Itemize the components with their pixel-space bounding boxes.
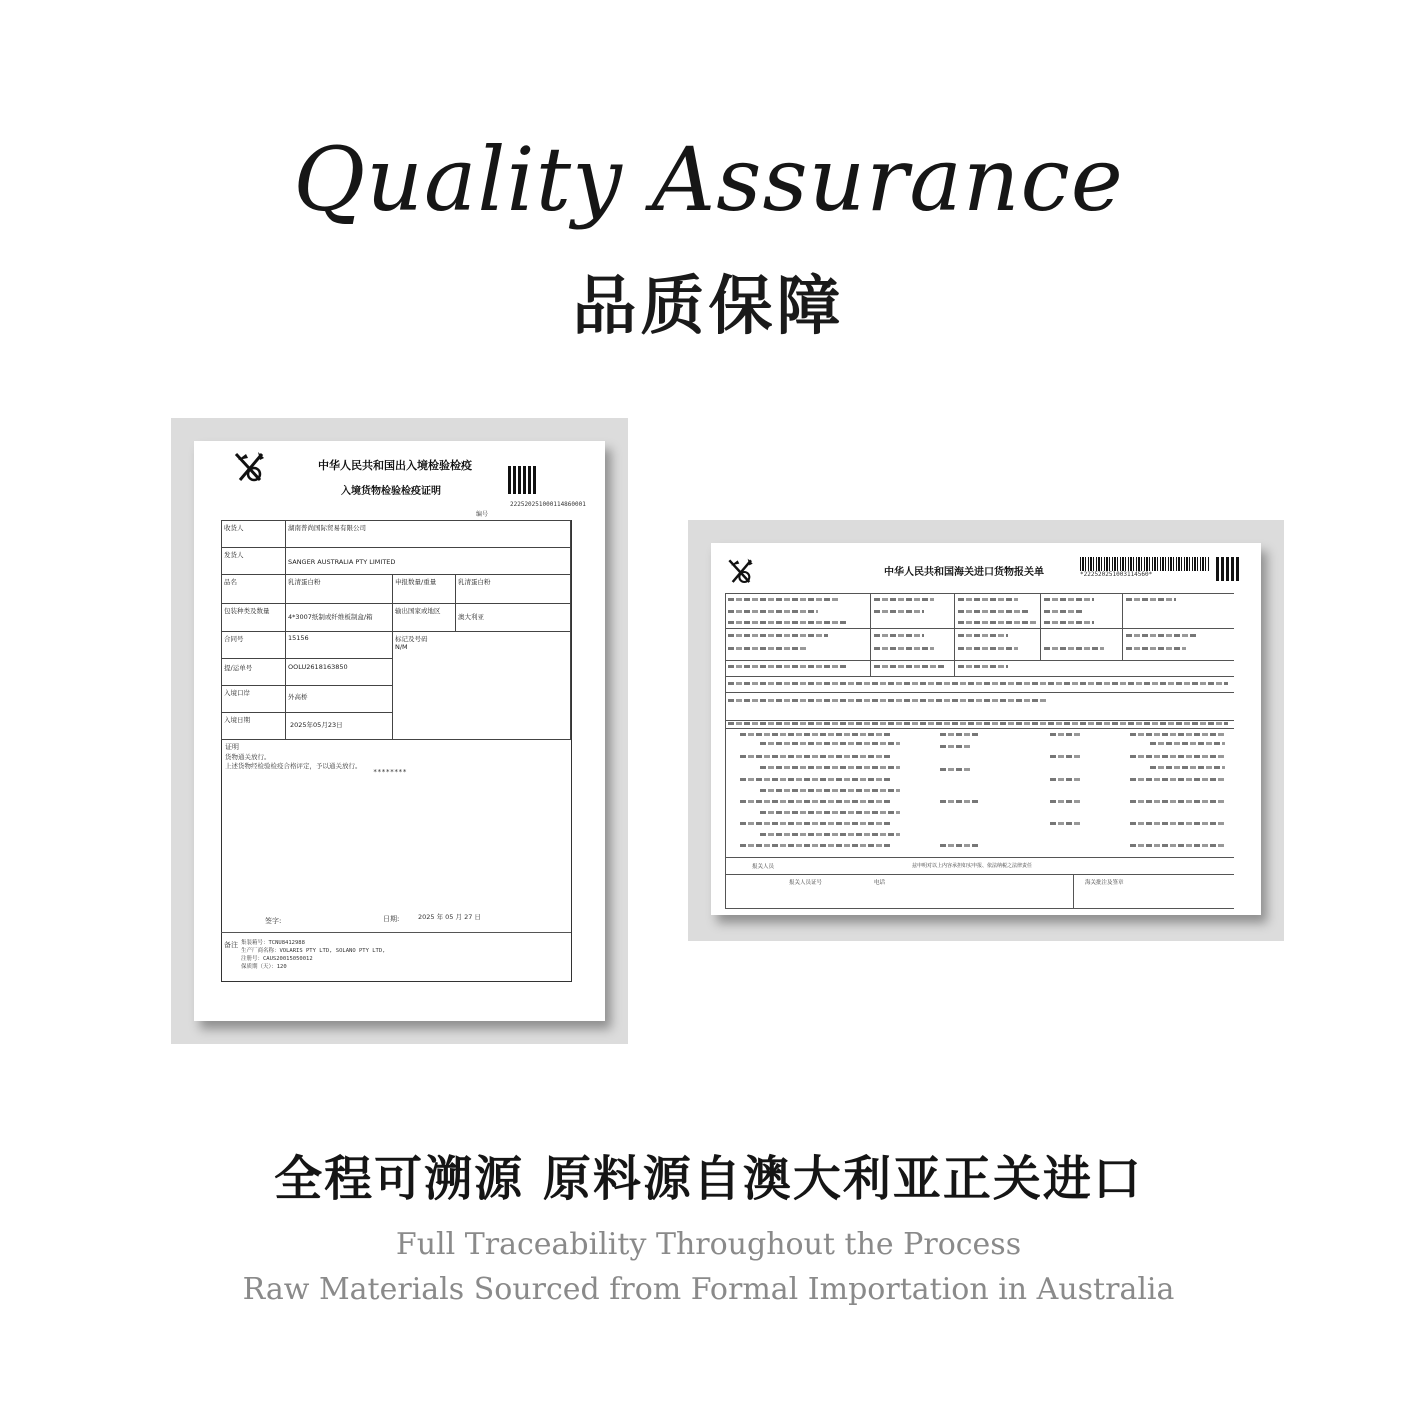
row-value: OOLU2618163850 xyxy=(285,658,393,686)
divider xyxy=(725,857,1234,858)
certificate-stars: ******** xyxy=(373,768,407,776)
mark-label xyxy=(392,631,571,740)
certificate-number-label: 编号 xyxy=(476,511,489,518)
goods-line xyxy=(760,789,900,792)
note-line: 注册号：CAUS20015050012 xyxy=(241,956,313,962)
goods-line xyxy=(940,768,970,771)
footer-label: 电话 xyxy=(874,880,886,886)
divider xyxy=(725,593,726,909)
text-line xyxy=(958,665,1008,668)
goods-line xyxy=(1130,778,1225,781)
qr-code-icon xyxy=(1216,557,1240,581)
origin-value: 澳大利亚 xyxy=(455,603,571,632)
goods-line xyxy=(1150,742,1225,745)
goods-line xyxy=(740,822,890,825)
divider xyxy=(725,720,1234,721)
text-line xyxy=(1044,610,1084,613)
divider xyxy=(954,593,955,676)
qr-code-icon xyxy=(508,466,536,494)
text-line xyxy=(728,610,818,613)
text-line xyxy=(728,682,1228,685)
divider xyxy=(221,932,571,933)
goods-line xyxy=(1050,822,1080,825)
divider xyxy=(725,908,1234,909)
footer-label: 兹申明对以上内容承担如实申报、依法纳税之法律责任 xyxy=(912,863,1033,869)
row-value: 15156 xyxy=(285,631,393,659)
text-line xyxy=(958,647,1018,650)
note-line: 集装箱号：TCNU8412988 xyxy=(241,940,305,946)
divider xyxy=(1073,874,1074,909)
row-value: 乳清蛋白粉 xyxy=(285,574,393,604)
goods-line xyxy=(1050,778,1080,781)
row-label: 收货人 xyxy=(221,520,286,548)
text-line xyxy=(1044,621,1094,624)
goods-line xyxy=(1050,800,1080,803)
text-line xyxy=(728,634,828,637)
text-line xyxy=(874,598,934,601)
origin-label: 输出国家或地区 xyxy=(392,603,456,632)
goods-line xyxy=(740,733,890,736)
divider xyxy=(870,593,871,676)
goods-line xyxy=(1130,822,1225,825)
row-label: 发货人 xyxy=(221,547,286,575)
goods-line xyxy=(740,844,890,847)
divider xyxy=(725,660,1234,661)
goods-line xyxy=(760,833,900,836)
row-label: 品名 xyxy=(221,574,286,604)
note-label: 备注 xyxy=(224,941,238,949)
customs-emblem-icon xyxy=(232,450,268,486)
row-label: 合同号 xyxy=(221,631,286,659)
text-line xyxy=(958,598,1018,601)
certificate-label: 证明 xyxy=(225,743,239,751)
text-line xyxy=(958,634,1008,637)
row-value: 4*3007纸制或纤维板制盒/箱 xyxy=(285,603,393,632)
date-label: 日期: xyxy=(383,915,400,923)
goods-line xyxy=(940,800,980,803)
row-value: 湖南普尚国际贸易有限公司 xyxy=(285,520,571,548)
goods-line xyxy=(740,755,890,758)
goods-line xyxy=(940,745,970,748)
text-line xyxy=(874,634,924,637)
row-label: 入境口岸 xyxy=(221,685,286,713)
text-line xyxy=(958,610,1028,613)
slogan-cn: 全程可溯源 原料源自澳大利亚正关进口 xyxy=(274,1151,1143,1207)
note-line: 保质期（天）：120 xyxy=(241,964,287,970)
text-line xyxy=(958,621,1038,624)
goods-line xyxy=(1130,844,1225,847)
text-line xyxy=(1126,598,1176,601)
date-value: 2025 年 05 月 27 日 xyxy=(418,913,481,921)
text-line xyxy=(1126,634,1196,637)
goods-line xyxy=(760,766,900,769)
goods-line xyxy=(760,811,900,814)
text-line xyxy=(1044,598,1094,601)
text-line xyxy=(874,610,924,613)
mark-label-text: 标记及号码 xyxy=(395,635,428,643)
slogan-en-line2: Raw Materials Sourced from Formal Importation in Australia xyxy=(242,1272,1175,1307)
text-line xyxy=(728,621,848,624)
certificate-text-1: 货物通关放行。 xyxy=(225,753,271,761)
divider xyxy=(725,676,1234,677)
mark-value: N/M xyxy=(395,643,408,651)
goods-line xyxy=(1130,800,1225,803)
row-value: 2025年05月23日 xyxy=(285,712,393,740)
divider xyxy=(1040,593,1041,660)
text-line xyxy=(728,722,1228,725)
page-title-cn: 品质保障 xyxy=(572,270,845,344)
row-value: 外高桥 xyxy=(285,685,393,713)
customs-emblem-icon xyxy=(726,557,756,587)
goods-line xyxy=(940,844,980,847)
certificate-text-2: 上述货物经检验检疫合格评定，予以通关放行。 xyxy=(225,762,362,770)
text-line xyxy=(874,647,934,650)
text-line xyxy=(874,665,944,668)
barcode-number: *222520251003114560* xyxy=(1080,571,1153,578)
footer-label: 海关批注及签章 xyxy=(1085,880,1124,886)
quantity-label: 申报数量/重量 xyxy=(392,574,456,604)
certificate-number: 222520251000114860001 xyxy=(510,501,586,508)
goods-line xyxy=(1130,733,1225,736)
text-line xyxy=(728,665,848,668)
divider xyxy=(1122,593,1123,660)
divider xyxy=(725,628,1234,629)
row-label: 入境日期 xyxy=(221,712,286,740)
goods-line xyxy=(760,742,900,745)
text-line xyxy=(728,647,808,650)
divider xyxy=(725,874,1234,875)
text-line xyxy=(1126,647,1186,650)
divider xyxy=(725,692,1234,693)
goods-line xyxy=(1150,766,1225,769)
note-line: 生产厂商名称：VOLARIS PTY LTD, SOLANO PTY LTD, xyxy=(241,948,386,954)
row-label: 包装种类及数量 xyxy=(221,603,286,632)
divider xyxy=(725,728,1234,729)
row-value: SANGER AUSTRALIA PTY LIMITED xyxy=(285,547,571,575)
text-line xyxy=(1044,647,1104,650)
goods-line xyxy=(940,733,980,736)
divider xyxy=(725,593,1234,594)
certificate-heading-2: 入境货物检验检疫证明 xyxy=(341,486,441,497)
goods-line xyxy=(1130,755,1225,758)
text-line xyxy=(728,699,1048,702)
row-label: 提/运单号 xyxy=(221,658,286,686)
certificate-heading-1: 中华人民共和国出入境检验检疫 xyxy=(318,459,472,472)
footer-label: 报关人员证号 xyxy=(789,880,823,886)
goods-line xyxy=(1050,733,1080,736)
row-value: 乳清蛋白粉 xyxy=(455,574,571,604)
slogan-en-line1: Full Traceability Throughout the Process xyxy=(395,1227,1022,1262)
declaration-heading: 中华人民共和国海关进口货物报关单 xyxy=(884,567,1044,578)
footer-label: 报关人员 xyxy=(752,864,775,870)
page-title-en: Quality Assurance xyxy=(293,128,1124,231)
goods-line xyxy=(740,800,890,803)
sign-label: 签字: xyxy=(265,917,282,925)
text-line xyxy=(728,598,838,601)
barcode-icon xyxy=(1080,557,1210,571)
goods-line xyxy=(1050,755,1080,758)
goods-line xyxy=(740,778,890,781)
